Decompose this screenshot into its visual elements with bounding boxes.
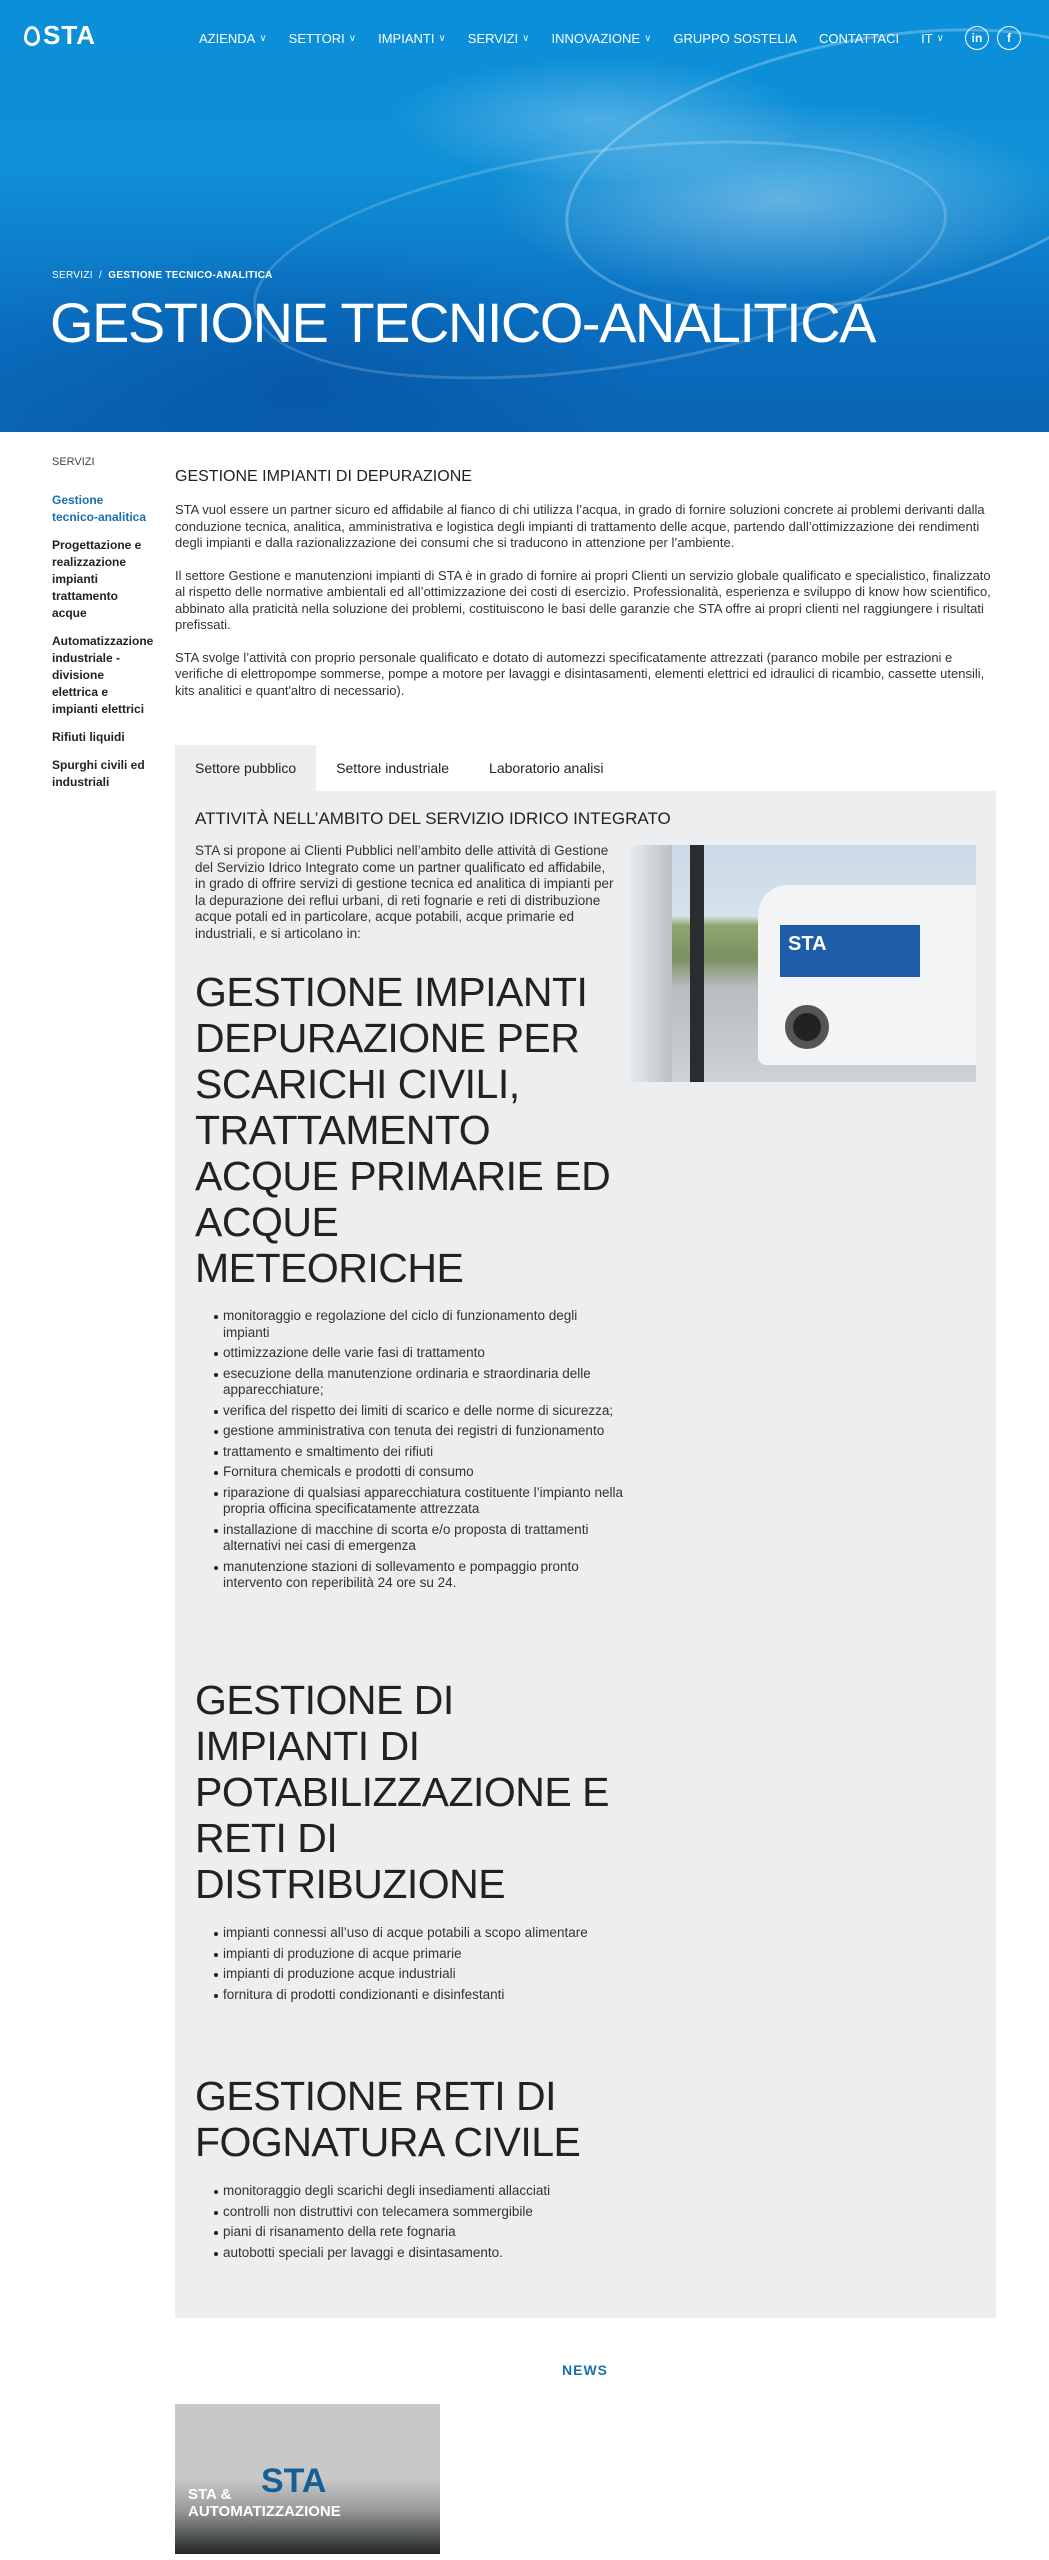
panel-intro: STA si propone ai Clienti Pubblici nell’ambito delle attività di Gestione del Servizio Idrico Integrato come un partner qualificato ed affidabile, in grado di offrire servizi di gestione tecnica ed analitica di impianti per la depurazione dei reflui urbani, di reti fognarie e reti di distribuzione acque potali ed in particolare, acque potabili, acque primarie ed industriali, e si articolano in: [195,843,614,941]
list-item: impianti connessi all’uso di acque potabili a scopo alimentare [223,1925,623,1942]
chevron-down-icon: ∨ [438,33,446,44]
chevron-down-icon: ∨ [259,33,267,44]
facebook-icon[interactable]: f [997,26,1021,50]
service-section-title: GESTIONE DI IMPIANTI DI POTABILIZZAZIONE E RETI DI DISTRIBUZIONE [195,1677,609,1907]
paragraph: STA vuol essere un partner sicuro ed affidabile al fianco di chi utilizza l’acqua, in grado di fornire soluzioni concrete ai problemi derivanti dalla conduzione tecnica, analitica, amministrativa e logistica degli impianti di trattamento delle acque, partendo dall’ottimizzazione dei rendimenti degli impianti e dalla razionalizzazione dei consumi che si traducono in attenzione per l’ambiente. [175,502,985,550]
list-item: impianti di produzione di acque primarie [223,1946,623,1963]
main-content [175,468,997,715]
social-links [965,26,1021,50]
sidebar-label: SERVIZI [52,456,95,468]
sidebar-item[interactable]: Gestione tecnico-analitica [52,493,147,524]
top-nav [0,0,1049,80]
logo[interactable]: STA [24,20,96,51]
menu-item-label: AZIENDA [199,31,256,46]
news-card[interactable] [175,2404,440,2554]
news-card-logo: STA [261,2462,327,2500]
list-item: manutenzione stazioni di sollevamento e pompaggio pronto intervento con reperibilità 24 ore su 24. [223,1559,623,1592]
list-item: installazione di macchine di scorta e/o proposta di trattamenti alternativi nei casi di emergenza [223,1522,623,1555]
drop-icon [24,26,40,46]
menu-item-azienda[interactable] [199,31,267,46]
sidebar-item[interactable]: Spurghi civili ed industriali [52,758,145,789]
service-list [223,1308,623,1596]
service-van-photo [630,845,976,1082]
menu-item-label: INNOVAZIONE [551,31,641,46]
news-heading: NEWS [562,2362,608,2378]
sidebar-item[interactable]: Progettazione e realizzazione impianti trattamento acque [52,538,142,620]
list-item: riparazione di qualsiasi apparecchiatura costituente l’impianto nella propria officina specificatamente attrezzata [223,1484,623,1516]
service-list [223,1925,623,2007]
list-item: gestione amministrativa con tenuta dei registri di funzionamento [223,1423,623,1440]
sidebar-item[interactable]: Rifiuti liquidi [52,730,125,744]
breadcrumb-current: GESTIONE TECNICO-ANALITICA [108,270,273,281]
tab-settore-pubblico[interactable]: Settore pubblico [175,745,316,791]
list-item: monitoraggio e regolazione del ciclo di funzionamento degli impianti [223,1308,623,1341]
list-item: controlli non distruttivi con telecamera sommergibile [223,2204,623,2221]
breadcrumb-servizi[interactable]: SERVIZI [52,270,93,281]
menu-item-label: SERVIZI [467,31,519,46]
service-section-title: GESTIONE IMPIANTI DEPURAZIONE PER SCARICHI CIVILI, TRATTAMENTO ACQUE PRIMARIE ED ACQUE METEORICHE [195,969,611,1291]
menu-item-it[interactable] [921,31,944,46]
page-title: GESTIONE TECNICO-ANALITICA [50,291,875,354]
list-item: Fornitura chemicals e prodotti di consumo [223,1464,623,1481]
main-menu [199,31,966,46]
list-item: piani di risanamento della rete fognaria [223,2224,623,2241]
service-section-title: GESTIONE RETI DI FOGNATURA CIVILE [195,2073,581,2165]
tab-panel [175,791,996,2318]
tab-laboratorio-analisi[interactable]: Laboratorio analisi [489,760,604,776]
section-heading: GESTIONE IMPIANTI DI DEPURAZIONE [175,468,472,485]
list-item: impianti di produzione acque industriali [223,1966,623,1983]
sidebar-item[interactable]: Automatizzazione industriale - divisione elettrica e impianti elettrici [52,634,154,716]
service-list [223,2183,623,2265]
tab-bar [175,745,623,791]
linkedin-icon[interactable]: in [965,26,989,50]
chevron-down-icon: ∨ [644,33,652,44]
van-logo: STA [780,925,920,977]
menu-item-settori[interactable] [289,31,356,46]
chevron-down-icon: ∨ [522,33,530,44]
list-item: trattamento e smaltimento dei rifiuti [223,1444,623,1461]
paragraph: STA svolge l’attività con proprio personale qualificato e dotato di automezzi specificatamente attrezzati (paranco mobile per estrazioni e verifiche di elettropompe sommerse, pompe a motore per lavaggi e disintasamenti, elementi elettrici ed idraulici di ricambio, cassette utensili, kits analitici e quant'altro di necessario). [175,649,985,698]
menu-item-impianti[interactable] [378,31,446,46]
menu-item-gruppo-sostelia[interactable] [673,31,797,46]
menu-item-label: GRUPPO SOSTELIA [673,31,797,46]
menu-item-label: IMPIANTI [378,31,435,46]
hero-banner [0,0,1049,432]
list-item: autobotti speciali per lavaggi e disintasamento. [223,2245,623,2262]
list-item: ottimizzazione delle varie fasi di trattamento [223,1345,623,1362]
menu-item-label: IT [921,31,933,46]
chevron-down-icon: ∨ [348,33,357,44]
menu-item-contattaci[interactable] [819,31,899,46]
list-item: monitoraggio degli scarichi degli insediamenti allacciati [223,2183,623,2200]
menu-item-servizi[interactable] [468,31,530,46]
menu-item-innovazione[interactable] [551,31,651,46]
menu-item-label: SETTORI [288,31,345,46]
tab-settore-industriale[interactable]: Settore industriale [336,760,450,776]
news-card-title: STA & AUTOMATIZZAZIONE [188,2486,341,2520]
list-item: fornitura di prodotti condizionanti e disinfestanti [223,1987,623,2004]
chevron-down-icon: ∨ [936,33,944,44]
list-item: verifica del rispetto dei limiti di scarico e delle norme di sicurezza; [223,1403,623,1420]
list-item: esecuzione della manutenzione ordinaria e straordinaria delle apparecchiature; [223,1366,623,1399]
panel-heading: ATTIVITÀ NELL’AMBITO DEL SERVIZIO IDRICO INTEGRATO [195,809,671,828]
menu-item-label: CONTATTACI [818,31,900,46]
paragraph: Il settore Gestione e manutenzioni impianti di STA è in grado di fornire ai propri Clienti un servizio globale qualificato e specialistico, finalizzato al rispetto delle normative ambientali ed all’ottimizzazione dei costi di esercizio. Professionalità, esperienza e sviluppo di know how scientifico, abbinato alla praticità nella soluzione dei problemi, costituiscono le basi delle garanzie che STA offre ai propri clienti nel raggiungere i risultati prefissati. [175,567,991,632]
breadcrumb: SERVIZI / GESTIONE TECNICO-ANALITICA [52,270,273,281]
sidebar [52,456,152,802]
